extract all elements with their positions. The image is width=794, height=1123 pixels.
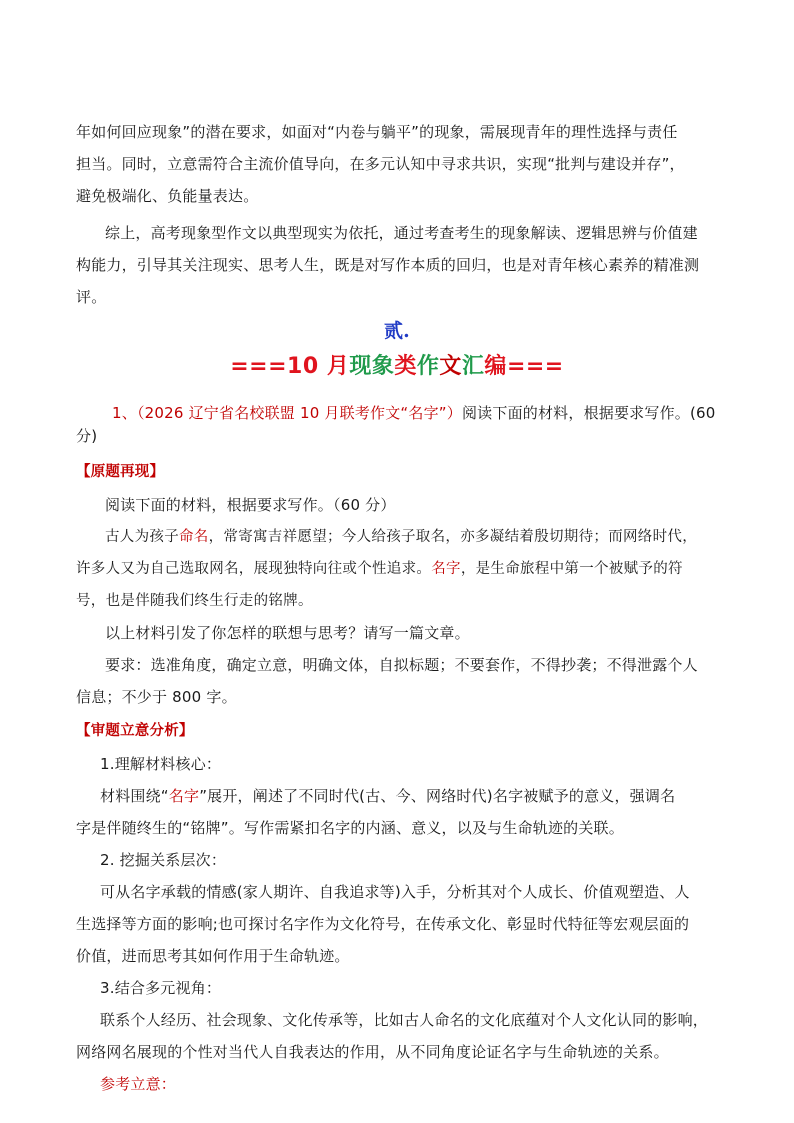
title-part: 作 <box>416 354 440 379</box>
material-text: ，是生命旅程中第一个被赋予的符 <box>460 561 683 577</box>
question-index: 1、 <box>112 404 137 422</box>
question-text: 阅读下面的材料，根据要求写作。(60 <box>461 404 716 422</box>
material-text: ，常寄寓吉祥愿望；今人给孩子取名，亦多凝结着殷切期待；而网络时代， <box>208 529 698 545</box>
analysis-line <box>100 785 675 807</box>
material-text: 古人为孩子 <box>105 529 179 545</box>
section-number: 贰. <box>383 320 410 342</box>
title-part: === <box>506 354 564 379</box>
analysis-line: 字是伴随终生的“铭牌”。写作需紧扣名字的内涵、意义，以及与生命轨迹的关联。 <box>76 819 624 837</box>
question-line <box>112 402 716 424</box>
section-title <box>0 352 794 382</box>
paragraph-line: 避免极端化、负能量表达。 <box>76 187 259 205</box>
analysis-text: 材料围绕“ <box>100 787 169 805</box>
analysis-heading: 1.理解材料核心： <box>100 755 222 773</box>
requirement-line: 信息；不少于 800 字。 <box>76 688 237 706</box>
paragraph-line: 担当。同时，立意需符合主流价值导向，在多元认知中寻求共识，实现“批判与建设并存”， <box>76 155 685 173</box>
paragraph-line: 年如何回应现象”的潜在要求，如面对“内卷与躺平”的现象，需展现青年的理性选择与责任 <box>76 123 678 141</box>
material-line <box>76 558 683 580</box>
material-line <box>105 526 697 548</box>
analysis-line: 联系个人经历、社会现象、文化传承等，比如古人命名的文化底蕴对个人文化认同的影响， <box>100 1011 709 1029</box>
title-part: 文 <box>439 354 462 379</box>
title-part: 象 <box>371 354 395 379</box>
title-part: 汇 <box>461 354 485 379</box>
title-part: 编 <box>484 354 507 379</box>
analysis-line: 生选择等方面的影响;也可探讨名字作为文化符号，在传承文化、彰显时代特征等宏观层面的 <box>76 915 690 933</box>
original-label: 【原题再现】 <box>76 464 165 480</box>
analysis-text: ”展开，阐述了不同时代(古、今、网络时代)名字被赋予的意义，强调名 <box>199 787 676 805</box>
question-source: （2026 辽宁省名校联盟 10 月联考作文“名字”） <box>136 404 462 422</box>
requirement-line: 要求：选准角度，确定立意，明确文体，自拟标题；不要套作，不得抄袭；不得泄露个人 <box>105 656 698 674</box>
analysis-heading: 2. 挖掘关系层次： <box>100 851 227 869</box>
paragraph-line: 评。 <box>76 288 107 306</box>
analysis-highlight: 名字 <box>168 787 200 805</box>
title-part: 现 <box>349 354 372 379</box>
paragraph-line: 综上，高考现象型作文以典型现实为依托，通过考查考生的现象解读、逻辑思辨与价值建 <box>105 224 698 242</box>
analysis-line: 网络网名展现的个性对当代人自我表达的作用，从不同角度论证名字与生命轨迹的关系。 <box>76 1043 669 1061</box>
material-highlight: 命名 <box>179 529 209 545</box>
title-part: 月 <box>326 354 350 379</box>
title-part: 类 <box>394 354 417 379</box>
original-instruction: 阅读下面的材料，根据要求写作。（60 分） <box>105 496 396 514</box>
reference-label: 参考立意： <box>100 1075 177 1093</box>
paragraph-line: 构能力，引导其关注现实、思考人生，既是对写作本质的回归，也是对青年核心素养的精准测 <box>76 256 700 274</box>
analysis-label: 【审题立意分析】 <box>76 723 194 739</box>
material-highlight: 名字 <box>431 561 461 577</box>
material-text: 许多人又为自己选取网名，展现独特向往或个性追求。 <box>76 561 432 577</box>
analysis-heading: 3.结合多元视角： <box>100 979 222 997</box>
question-line-2: 分) <box>76 427 98 445</box>
title-part: ===10 <box>230 354 327 379</box>
analysis-line: 价值，进而思考其如何作用于生命轨迹。 <box>76 947 350 965</box>
prompt-line: 以上材料引发了你怎样的联想与思考？请写一篇文章。 <box>105 624 470 642</box>
material-line: 号，也是伴随我们终生行走的铭牌。 <box>76 593 313 609</box>
analysis-line: 可从名字承载的情感(家人期许、自我追求等)入手，分析其对个人成长、价值观塑造、人 <box>100 883 690 901</box>
